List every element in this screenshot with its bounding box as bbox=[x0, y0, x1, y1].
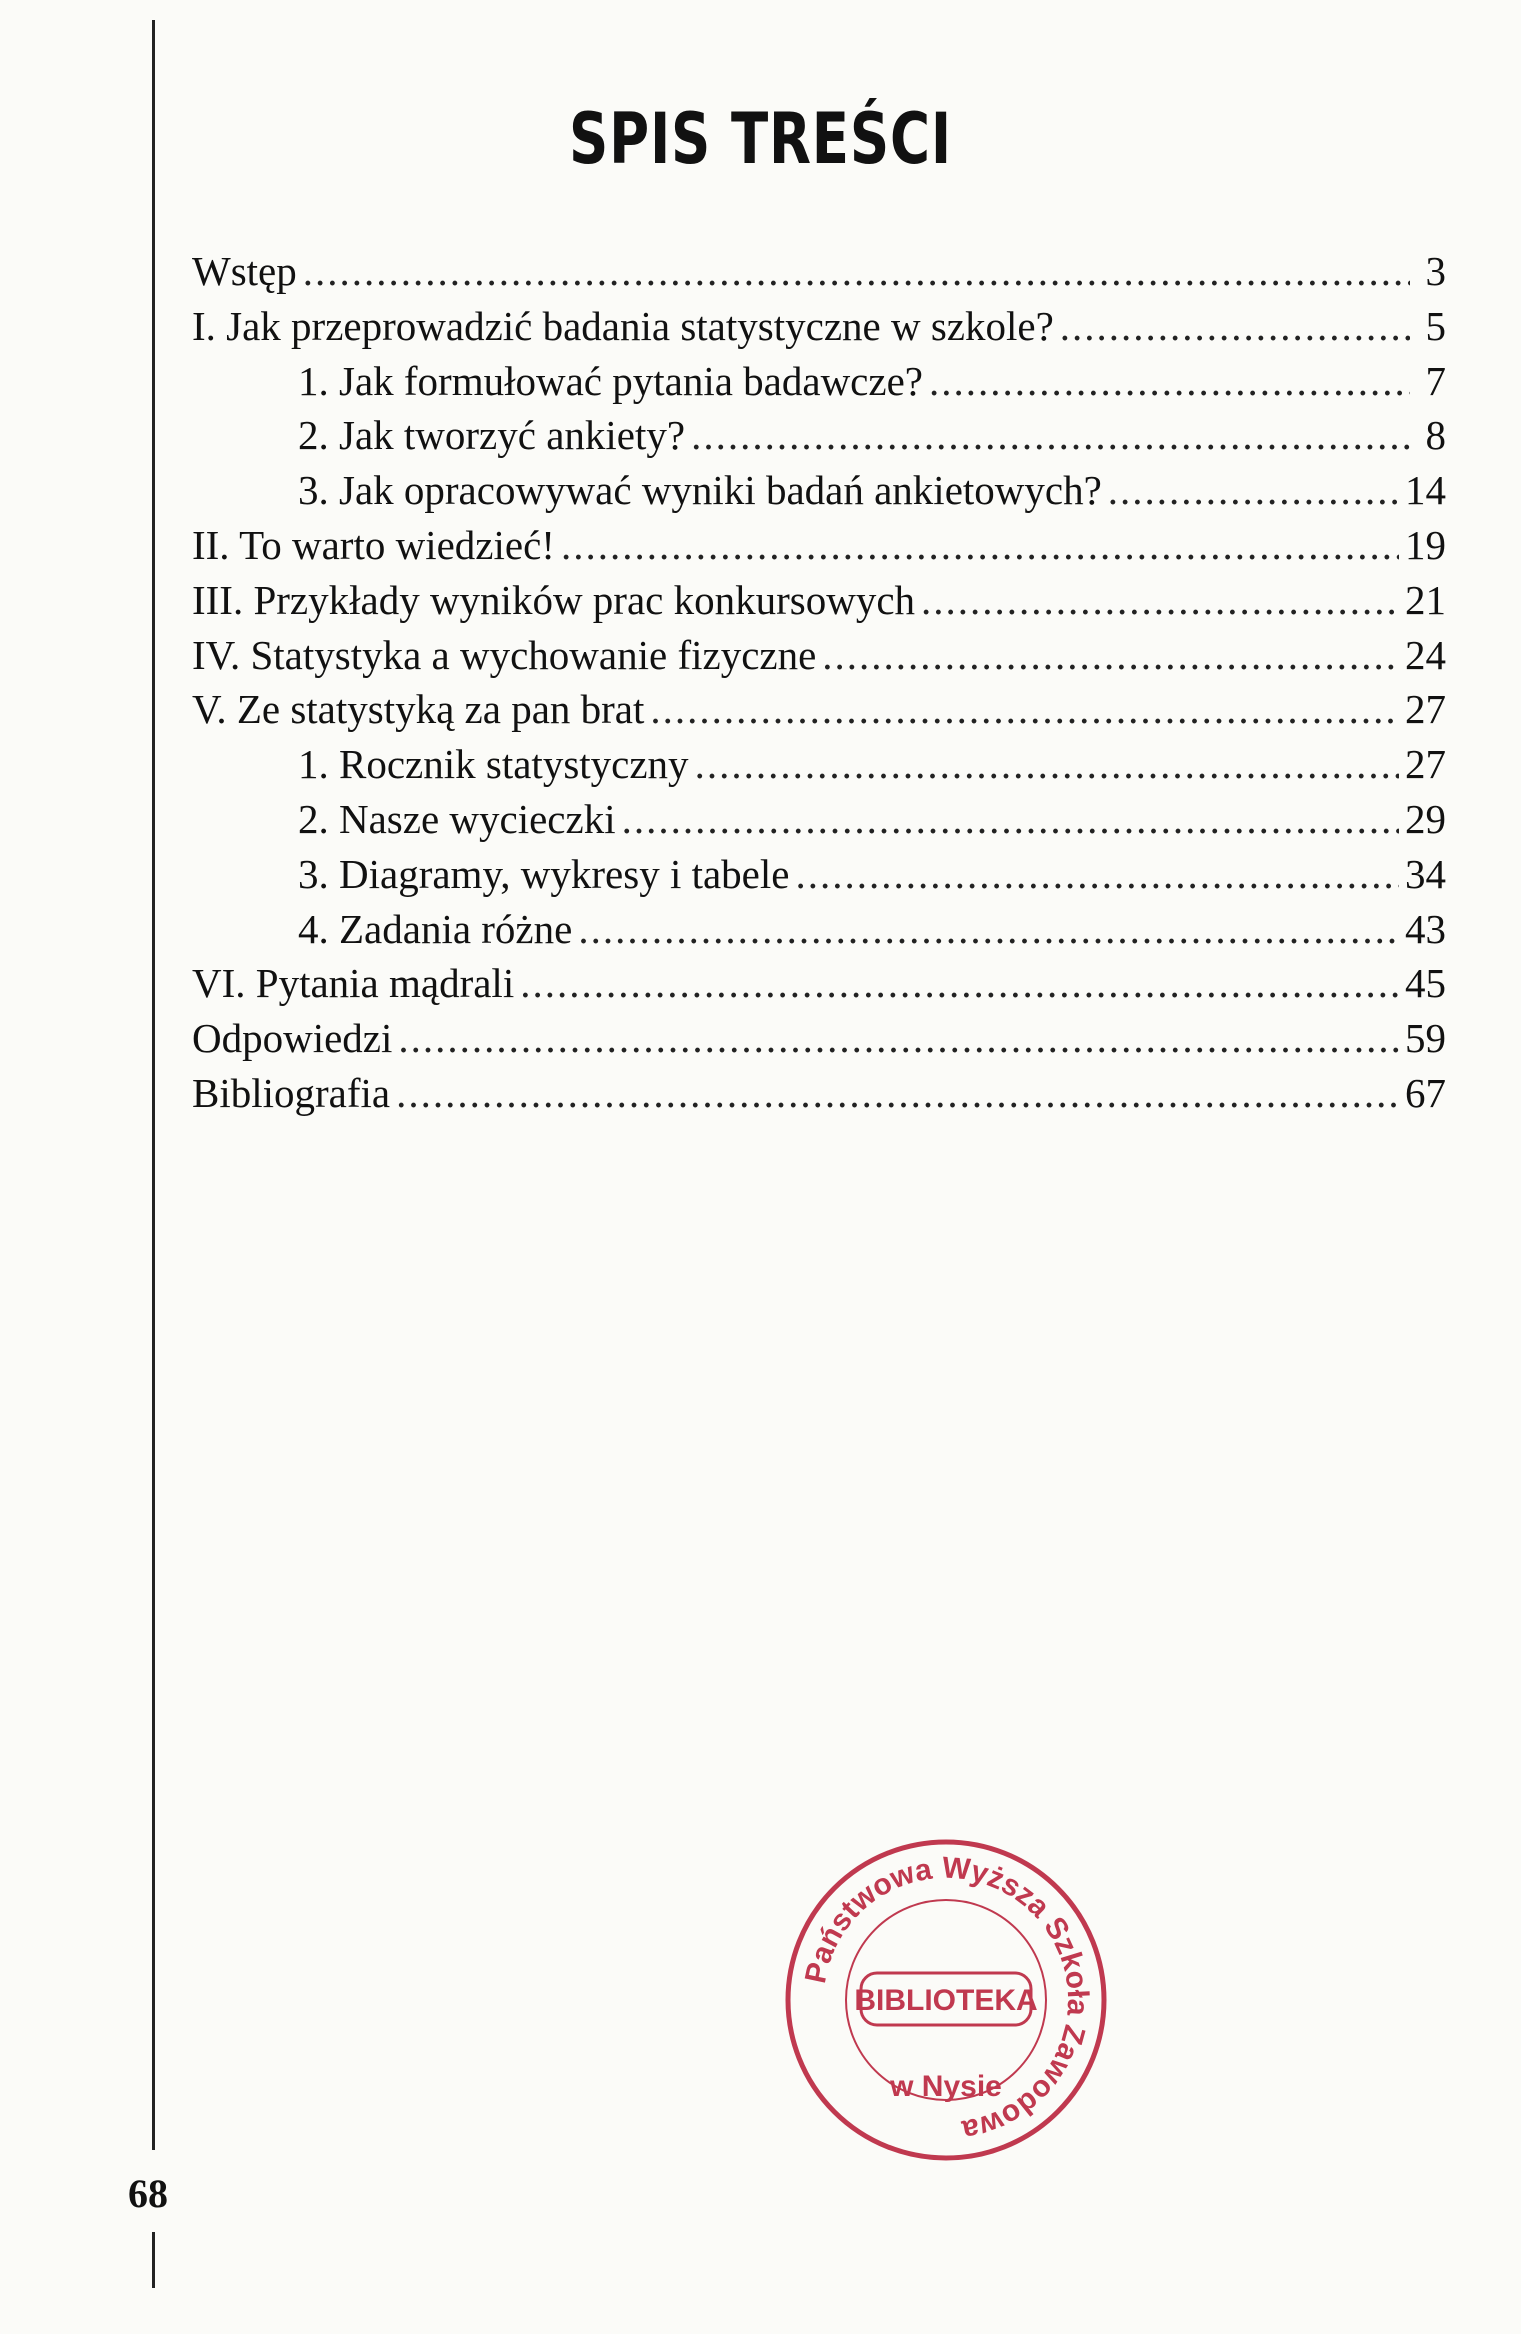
toc-dot-leader bbox=[396, 1066, 1399, 1120]
toc-entry bbox=[192, 518, 1446, 573]
toc-entry bbox=[192, 354, 1446, 409]
margin-tick bbox=[152, 2232, 155, 2288]
toc-entry-label: IV. Statystyka a wychowanie fizyczne bbox=[192, 631, 817, 678]
library-stamp bbox=[776, 1830, 1116, 2170]
toc-entry-label: I. Jak przeprowadzić badania statystyczne w szkole? bbox=[192, 302, 1054, 349]
page-number: 68 bbox=[128, 2171, 168, 2216]
toc-dot-leader bbox=[795, 847, 1399, 901]
toc-entry-label: 3. Diagramy, wykresy i tabele bbox=[298, 850, 790, 897]
toc-entry-page: 27 bbox=[1405, 741, 1446, 788]
toc-entry-label: 1. Rocznik statystyczny bbox=[298, 741, 689, 788]
toc-entry-page: 34 bbox=[1405, 850, 1446, 897]
toc-entry-page: 21 bbox=[1405, 576, 1446, 623]
toc-entry-label: V. Ze statystyką za pan brat bbox=[192, 686, 645, 733]
stamp-ring-text: Państwowa Wyższa Szkoła Zawodowa bbox=[799, 1851, 1095, 2147]
toc-entry-label: 3. Jak opracowywać wyniki badań ankietowych? bbox=[298, 467, 1102, 514]
toc-entry bbox=[192, 463, 1446, 518]
toc-entry bbox=[192, 573, 1446, 628]
toc-entry bbox=[192, 408, 1446, 463]
toc-dot-leader bbox=[691, 408, 1410, 462]
toc-entry bbox=[192, 737, 1446, 792]
toc-entry-page: 14 bbox=[1405, 467, 1446, 514]
toc-entry bbox=[192, 792, 1446, 847]
toc-entry-page: 7 bbox=[1425, 357, 1446, 404]
toc-entry-page: 67 bbox=[1405, 1069, 1446, 1116]
toc-entry bbox=[192, 956, 1446, 1011]
toc-dot-leader bbox=[622, 792, 1399, 846]
toc-entry bbox=[192, 1011, 1446, 1066]
toc-entry-label: Wstęp bbox=[192, 248, 297, 294]
toc-dot-leader bbox=[398, 1011, 1399, 1065]
toc-entry bbox=[192, 1066, 1446, 1121]
toc-entry-label: 2. Nasze wycieczki bbox=[298, 795, 616, 842]
toc-dot-leader bbox=[578, 902, 1399, 956]
toc-entry bbox=[192, 628, 1446, 683]
toc-entry bbox=[192, 299, 1446, 354]
toc-entry bbox=[192, 682, 1446, 737]
toc-entry-label: Odpowiedzi bbox=[192, 1015, 393, 1062]
toc-entry bbox=[192, 847, 1446, 902]
toc-dot-leader bbox=[1060, 299, 1410, 353]
toc-entry bbox=[192, 244, 1446, 299]
stamp-center-text: BIBLIOTEKA bbox=[854, 1984, 1038, 2017]
toc-entry-page: 5 bbox=[1425, 302, 1446, 349]
toc-entry-page: 8 bbox=[1425, 412, 1446, 459]
toc-dot-leader bbox=[695, 737, 1399, 791]
toc-entry bbox=[192, 902, 1446, 957]
toc-entry-page: 19 bbox=[1405, 521, 1446, 568]
toc-entry-label: III. Przykłady wyników prac konkursowych bbox=[192, 576, 916, 623]
stamp-bottom-text: w Nysie bbox=[890, 2070, 1002, 2103]
toc-entry-page: 27 bbox=[1405, 686, 1446, 733]
margin-rule bbox=[152, 20, 155, 2150]
toc-dot-leader bbox=[822, 628, 1399, 682]
toc-entry-page: 29 bbox=[1405, 795, 1446, 842]
toc-entry-page: 45 bbox=[1405, 960, 1446, 1007]
toc-entry-page: 43 bbox=[1405, 905, 1446, 952]
toc-dot-leader bbox=[561, 518, 1399, 572]
toc-entry-label: Bibliografia bbox=[192, 1069, 391, 1116]
toc-entry-label: VI. Pytania mądrali bbox=[192, 960, 515, 1007]
toc-entry-label: 2. Jak tworzyć ankiety? bbox=[298, 412, 686, 459]
toc-entry-page: 59 bbox=[1405, 1015, 1446, 1062]
toc-entry-label: 4. Zadania różne bbox=[298, 905, 573, 952]
toc-entry-label: II. To warto wiedzieć! bbox=[192, 521, 555, 568]
toc-entry-page: 24 bbox=[1405, 631, 1446, 678]
toc-dot-leader bbox=[520, 956, 1399, 1010]
page-title: SPIS TREŚCI bbox=[569, 98, 952, 180]
toc-dot-leader bbox=[921, 573, 1399, 627]
toc-entry-page: 3 bbox=[1425, 248, 1446, 294]
toc-dot-leader bbox=[929, 354, 1410, 408]
toc-dot-leader bbox=[1108, 463, 1399, 517]
toc-entry-label: 1. Jak formułować pytania badawcze? bbox=[298, 357, 923, 404]
toc-dot-leader bbox=[303, 244, 1410, 298]
table-of-contents bbox=[192, 244, 1446, 1121]
toc-dot-leader bbox=[650, 682, 1399, 736]
